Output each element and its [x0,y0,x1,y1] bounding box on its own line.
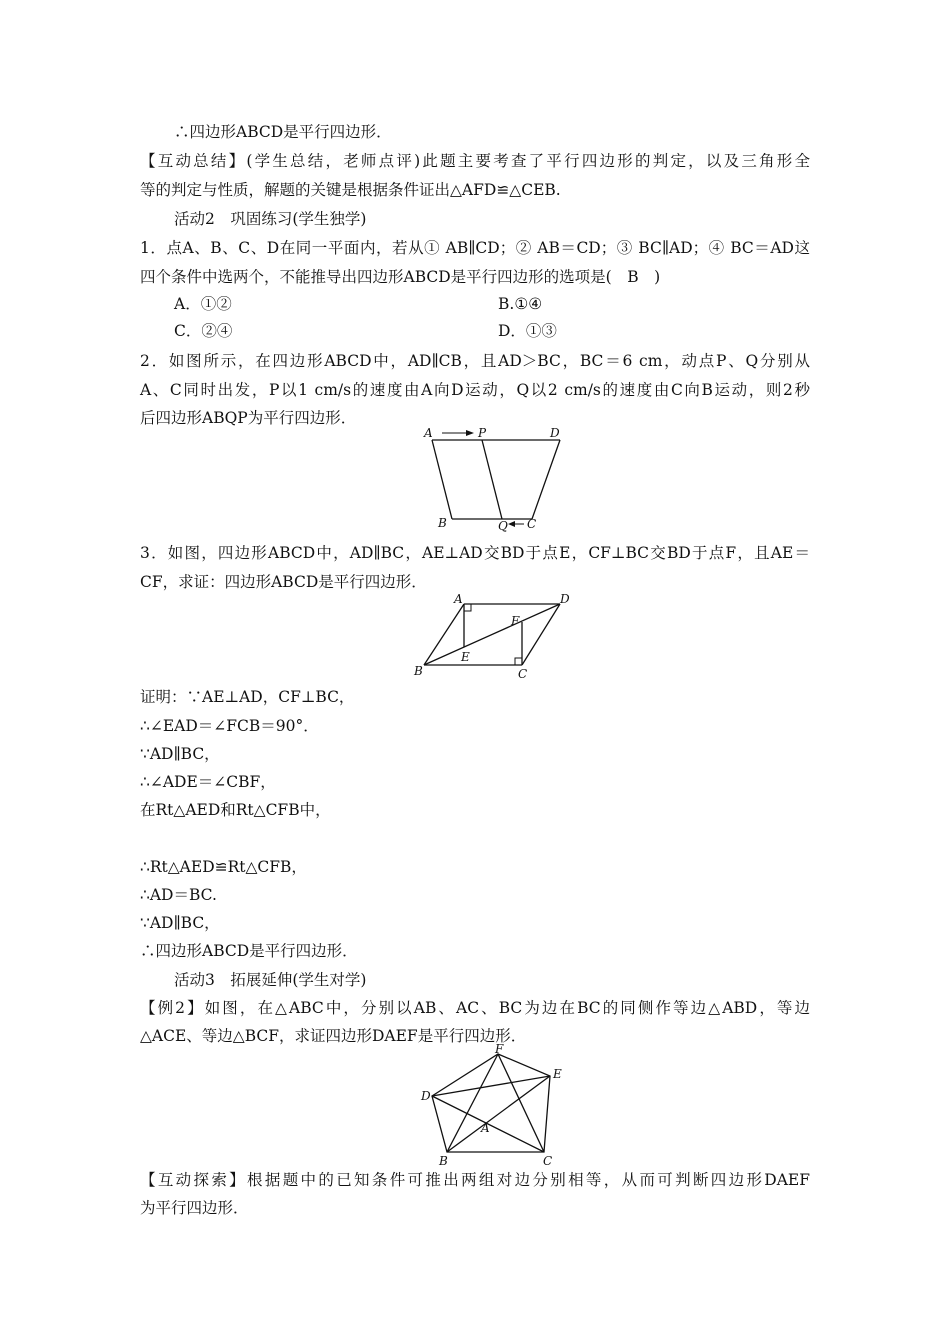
label-d: D [550,426,560,440]
label-d: D [421,1089,431,1103]
label-p: P [478,426,487,440]
text-line: 四个条件中选两个，不能推导出四边形ABCD是平行四边形的选项是( B ) [140,268,661,286]
proof-line: ∴∠ADE＝∠CBF， [140,773,276,791]
text-line: 【例2】如图，在△ABC中，分别以AB、AC、BC为边在BC的同侧作等边△ABD，等边 [140,999,810,1017]
proof-line: 在Rt△AED和Rt△CFB中， [140,801,331,819]
option-c: C．②④ [174,322,233,340]
text-line: 【互动探索】根据题中的已知条件可推出两组对边分别相等，从而可判断四边形DAEF [140,1171,810,1189]
label-e: E [553,1067,562,1081]
label-a: A [454,592,463,606]
text-line: 2．如图所示，在四边形ABCD中，AD∥CB，且AD＞BC，BC＝6 cm，动点P、Q分别从 [140,352,810,370]
text-line: 活动2 巩固练习(学生独学) [174,210,367,228]
text-line: 3．如图，四边形ABCD中，AD∥BC，AE⊥AD交BD于点E，CF⊥BC交BD于点F，且AE＝ [140,544,810,562]
label-a: A [481,1121,490,1135]
text-line: 等的判定与性质，解题的关键是根据条件证出△AFD≌△CEB. [140,181,561,199]
option-a: A．①② [174,295,232,313]
proof-line: ∵AD∥BC， [140,745,220,763]
text-line: A、C同时出发，P以1 cm/s的速度由A向D运动，Q以2 cm/s的速度由C向B运动，则2秒 [140,381,810,399]
text-line: 【互动总结】(学生总结，老师点评)此题主要考查了平行四边形的判定，以及三角形全 [140,152,810,170]
proof-line: ∴四边形ABCD是平行四边形． [140,942,358,960]
label-a: A [424,426,433,440]
label-c: C [527,517,537,531]
text-line: 为平行四边形． [140,1199,249,1217]
text-line: △ACE、等边△BCF，求证四边形DAEF是平行四边形． [140,1027,527,1045]
proof-line: ∵AD∥BC， [140,914,220,932]
option-b: B.①④ [498,295,543,313]
label-c: C [518,667,528,681]
label-b: B [439,1154,448,1166]
proof-line: ∴Rt△AED≌Rt△CFB， [140,858,307,876]
proof-line: 证明：∵AE⊥AD，CF⊥BC， [140,688,355,706]
text-line: 后四边形ABQP为平行四边形． [140,409,357,427]
label-f: F [495,1044,504,1056]
label-f: F [511,614,520,628]
figure-equilateral [415,1044,575,1166]
option-d: D．①③ [498,322,557,340]
figure-trapezoid [420,422,570,534]
text-line: ∴四边形ABCD是平行四边形． [174,123,392,141]
proof-line: ∴AD＝BC. [140,886,217,904]
label-b: B [438,516,447,530]
text-line: 活动3 拓展延伸(学生对学) [174,971,367,989]
label-d: D [560,592,570,606]
label-c: C [543,1154,553,1166]
proof-line: ∴∠EAD＝∠FCB＝90°． [140,717,319,735]
label-b: B [414,664,423,678]
figure-parallelogram [410,590,580,682]
text-line: 1．点A、B、C、D在同一平面内，若从① AB∥CD；② AB＝CD；③ BC∥AD；④ BC＝AD这 [140,239,810,257]
text-line: CF，求证：四边形ABCD是平行四边形． [140,573,427,591]
label-q: Q [498,519,508,533]
label-e: E [461,650,470,664]
